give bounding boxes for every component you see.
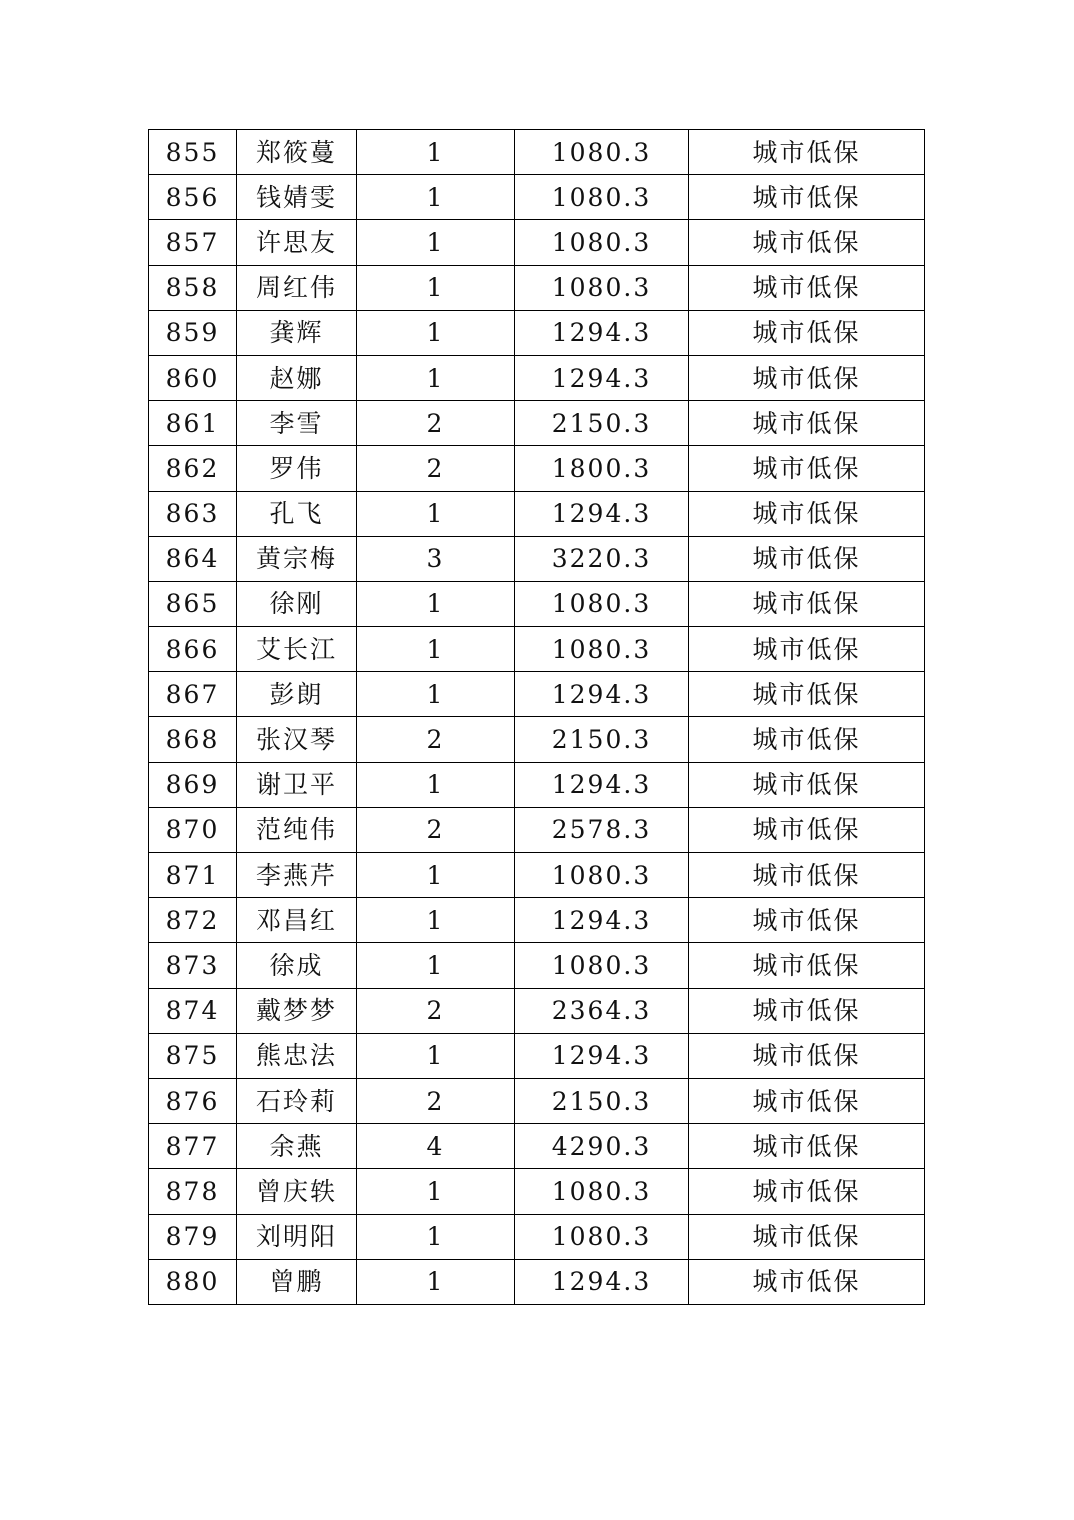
table-row bbox=[149, 265, 925, 310]
table-row bbox=[149, 762, 925, 807]
table-row bbox=[149, 672, 925, 717]
table-row bbox=[149, 310, 925, 355]
assistance-type-cell: 城市低保 bbox=[689, 446, 925, 491]
assistance-type-cell: 城市低保 bbox=[689, 1259, 925, 1304]
assistance-type-cell: 城市低保 bbox=[689, 627, 925, 672]
table-row bbox=[149, 355, 925, 400]
table-row bbox=[149, 717, 925, 762]
assistance-type-cell: 城市低保 bbox=[689, 762, 925, 807]
table-row bbox=[149, 627, 925, 672]
amount-cell: 1080.3 bbox=[515, 1214, 689, 1259]
household-size-cell: 1 bbox=[357, 130, 515, 175]
assistance-type-cell: 城市低保 bbox=[689, 807, 925, 852]
household-size-cell: 1 bbox=[357, 581, 515, 626]
name-cell: 曾庆轶 bbox=[237, 1169, 357, 1214]
household-size-cell: 1 bbox=[357, 175, 515, 220]
assistance-type-cell: 城市低保 bbox=[689, 1214, 925, 1259]
name-cell: 张汉琴 bbox=[237, 717, 357, 762]
name-cell: 徐成 bbox=[237, 943, 357, 988]
amount-cell: 1800.3 bbox=[515, 446, 689, 491]
row-number-cell: 858 bbox=[149, 265, 237, 310]
amount-cell: 2150.3 bbox=[515, 401, 689, 446]
household-size-cell: 2 bbox=[357, 1078, 515, 1123]
table-row bbox=[149, 1124, 925, 1169]
amount-cell: 1080.3 bbox=[515, 220, 689, 265]
name-cell: 熊忠法 bbox=[237, 1033, 357, 1078]
name-cell: 刘明阳 bbox=[237, 1214, 357, 1259]
name-cell: 徐刚 bbox=[237, 581, 357, 626]
amount-cell: 1080.3 bbox=[515, 581, 689, 626]
row-number-cell: 880 bbox=[149, 1259, 237, 1304]
table-row bbox=[149, 1078, 925, 1123]
household-size-cell: 1 bbox=[357, 310, 515, 355]
name-cell: 范纯伟 bbox=[237, 807, 357, 852]
table-row bbox=[149, 1214, 925, 1259]
household-size-cell: 1 bbox=[357, 672, 515, 717]
row-number-cell: 877 bbox=[149, 1124, 237, 1169]
assistance-type-cell: 城市低保 bbox=[689, 491, 925, 536]
row-number-cell: 871 bbox=[149, 853, 237, 898]
household-size-cell: 2 bbox=[357, 446, 515, 491]
row-number-cell: 879 bbox=[149, 1214, 237, 1259]
beneficiary-table bbox=[148, 129, 925, 1305]
amount-cell: 1294.3 bbox=[515, 898, 689, 943]
assistance-type-cell: 城市低保 bbox=[689, 672, 925, 717]
row-number-cell: 860 bbox=[149, 355, 237, 400]
assistance-type-cell: 城市低保 bbox=[689, 130, 925, 175]
amount-cell: 2364.3 bbox=[515, 988, 689, 1033]
table-row bbox=[149, 175, 925, 220]
row-number-cell: 875 bbox=[149, 1033, 237, 1078]
name-cell: 邓昌红 bbox=[237, 898, 357, 943]
household-size-cell: 1 bbox=[357, 1169, 515, 1214]
assistance-type-cell: 城市低保 bbox=[689, 898, 925, 943]
row-number-cell: 873 bbox=[149, 943, 237, 988]
household-size-cell: 1 bbox=[357, 265, 515, 310]
household-size-cell: 1 bbox=[357, 355, 515, 400]
name-cell: 艾长江 bbox=[237, 627, 357, 672]
amount-cell: 1294.3 bbox=[515, 355, 689, 400]
name-cell: 李雪 bbox=[237, 401, 357, 446]
amount-cell: 1294.3 bbox=[515, 491, 689, 536]
row-number-cell: 856 bbox=[149, 175, 237, 220]
row-number-cell: 862 bbox=[149, 446, 237, 491]
assistance-type-cell: 城市低保 bbox=[689, 310, 925, 355]
table-row bbox=[149, 1033, 925, 1078]
household-size-cell: 1 bbox=[357, 853, 515, 898]
amount-cell: 3220.3 bbox=[515, 536, 689, 581]
household-size-cell: 1 bbox=[357, 1214, 515, 1259]
row-number-cell: 857 bbox=[149, 220, 237, 265]
amount-cell: 1080.3 bbox=[515, 1169, 689, 1214]
household-size-cell: 1 bbox=[357, 762, 515, 807]
row-number-cell: 864 bbox=[149, 536, 237, 581]
table-row bbox=[149, 446, 925, 491]
amount-cell: 1294.3 bbox=[515, 1033, 689, 1078]
amount-cell: 2150.3 bbox=[515, 717, 689, 762]
assistance-type-cell: 城市低保 bbox=[689, 355, 925, 400]
name-cell: 戴梦梦 bbox=[237, 988, 357, 1033]
amount-cell: 1080.3 bbox=[515, 175, 689, 220]
assistance-type-cell: 城市低保 bbox=[689, 1169, 925, 1214]
name-cell: 罗伟 bbox=[237, 446, 357, 491]
assistance-type-cell: 城市低保 bbox=[689, 1033, 925, 1078]
table-row bbox=[149, 853, 925, 898]
row-number-cell: 874 bbox=[149, 988, 237, 1033]
row-number-cell: 868 bbox=[149, 717, 237, 762]
amount-cell: 1294.3 bbox=[515, 672, 689, 717]
household-size-cell: 1 bbox=[357, 898, 515, 943]
household-size-cell: 1 bbox=[357, 220, 515, 265]
household-size-cell: 2 bbox=[357, 807, 515, 852]
household-size-cell: 4 bbox=[357, 1124, 515, 1169]
household-size-cell: 2 bbox=[357, 988, 515, 1033]
table-row bbox=[149, 988, 925, 1033]
table-row bbox=[149, 401, 925, 446]
assistance-type-cell: 城市低保 bbox=[689, 175, 925, 220]
household-size-cell: 1 bbox=[357, 627, 515, 672]
assistance-type-cell: 城市低保 bbox=[689, 1078, 925, 1123]
row-number-cell: 861 bbox=[149, 401, 237, 446]
row-number-cell: 863 bbox=[149, 491, 237, 536]
household-size-cell: 2 bbox=[357, 401, 515, 446]
amount-cell: 2150.3 bbox=[515, 1078, 689, 1123]
household-size-cell: 1 bbox=[357, 1033, 515, 1078]
name-cell: 周红伟 bbox=[237, 265, 357, 310]
row-number-cell: 866 bbox=[149, 627, 237, 672]
name-cell: 黄宗梅 bbox=[237, 536, 357, 581]
assistance-type-cell: 城市低保 bbox=[689, 265, 925, 310]
row-number-cell: 867 bbox=[149, 672, 237, 717]
name-cell: 钱婧雯 bbox=[237, 175, 357, 220]
table-row bbox=[149, 1259, 925, 1304]
amount-cell: 1294.3 bbox=[515, 1259, 689, 1304]
assistance-type-cell: 城市低保 bbox=[689, 220, 925, 265]
table-row bbox=[149, 943, 925, 988]
amount-cell: 1080.3 bbox=[515, 853, 689, 898]
name-cell: 龚辉 bbox=[237, 310, 357, 355]
name-cell: 石玲莉 bbox=[237, 1078, 357, 1123]
table-row bbox=[149, 130, 925, 175]
assistance-type-cell: 城市低保 bbox=[689, 581, 925, 626]
name-cell: 许思友 bbox=[237, 220, 357, 265]
row-number-cell: 859 bbox=[149, 310, 237, 355]
table-row bbox=[149, 898, 925, 943]
amount-cell: 2578.3 bbox=[515, 807, 689, 852]
assistance-type-cell: 城市低保 bbox=[689, 536, 925, 581]
amount-cell: 1080.3 bbox=[515, 943, 689, 988]
assistance-type-cell: 城市低保 bbox=[689, 943, 925, 988]
household-size-cell: 3 bbox=[357, 536, 515, 581]
household-size-cell: 2 bbox=[357, 717, 515, 762]
name-cell: 彭朗 bbox=[237, 672, 357, 717]
amount-cell: 1294.3 bbox=[515, 762, 689, 807]
amount-cell: 1080.3 bbox=[515, 265, 689, 310]
table-row bbox=[149, 581, 925, 626]
table-row bbox=[149, 807, 925, 852]
table-row bbox=[149, 491, 925, 536]
household-size-cell: 1 bbox=[357, 491, 515, 536]
table-row bbox=[149, 536, 925, 581]
assistance-type-cell: 城市低保 bbox=[689, 988, 925, 1033]
household-size-cell: 1 bbox=[357, 943, 515, 988]
row-number-cell: 865 bbox=[149, 581, 237, 626]
name-cell: 曾鹏 bbox=[237, 1259, 357, 1304]
name-cell: 赵娜 bbox=[237, 355, 357, 400]
row-number-cell: 872 bbox=[149, 898, 237, 943]
table-row bbox=[149, 220, 925, 265]
name-cell: 谢卫平 bbox=[237, 762, 357, 807]
row-number-cell: 876 bbox=[149, 1078, 237, 1123]
name-cell: 余燕 bbox=[237, 1124, 357, 1169]
name-cell: 郑筱蔓 bbox=[237, 130, 357, 175]
table-row bbox=[149, 1169, 925, 1214]
row-number-cell: 878 bbox=[149, 1169, 237, 1214]
amount-cell: 1080.3 bbox=[515, 627, 689, 672]
table-body bbox=[149, 130, 925, 1305]
amount-cell: 1080.3 bbox=[515, 130, 689, 175]
amount-cell: 4290.3 bbox=[515, 1124, 689, 1169]
name-cell: 李燕芹 bbox=[237, 853, 357, 898]
assistance-type-cell: 城市低保 bbox=[689, 717, 925, 762]
amount-cell: 1294.3 bbox=[515, 310, 689, 355]
household-size-cell: 1 bbox=[357, 1259, 515, 1304]
row-number-cell: 855 bbox=[149, 130, 237, 175]
assistance-type-cell: 城市低保 bbox=[689, 1124, 925, 1169]
assistance-type-cell: 城市低保 bbox=[689, 401, 925, 446]
row-number-cell: 870 bbox=[149, 807, 237, 852]
name-cell: 孔飞 bbox=[237, 491, 357, 536]
assistance-type-cell: 城市低保 bbox=[689, 853, 925, 898]
row-number-cell: 869 bbox=[149, 762, 237, 807]
